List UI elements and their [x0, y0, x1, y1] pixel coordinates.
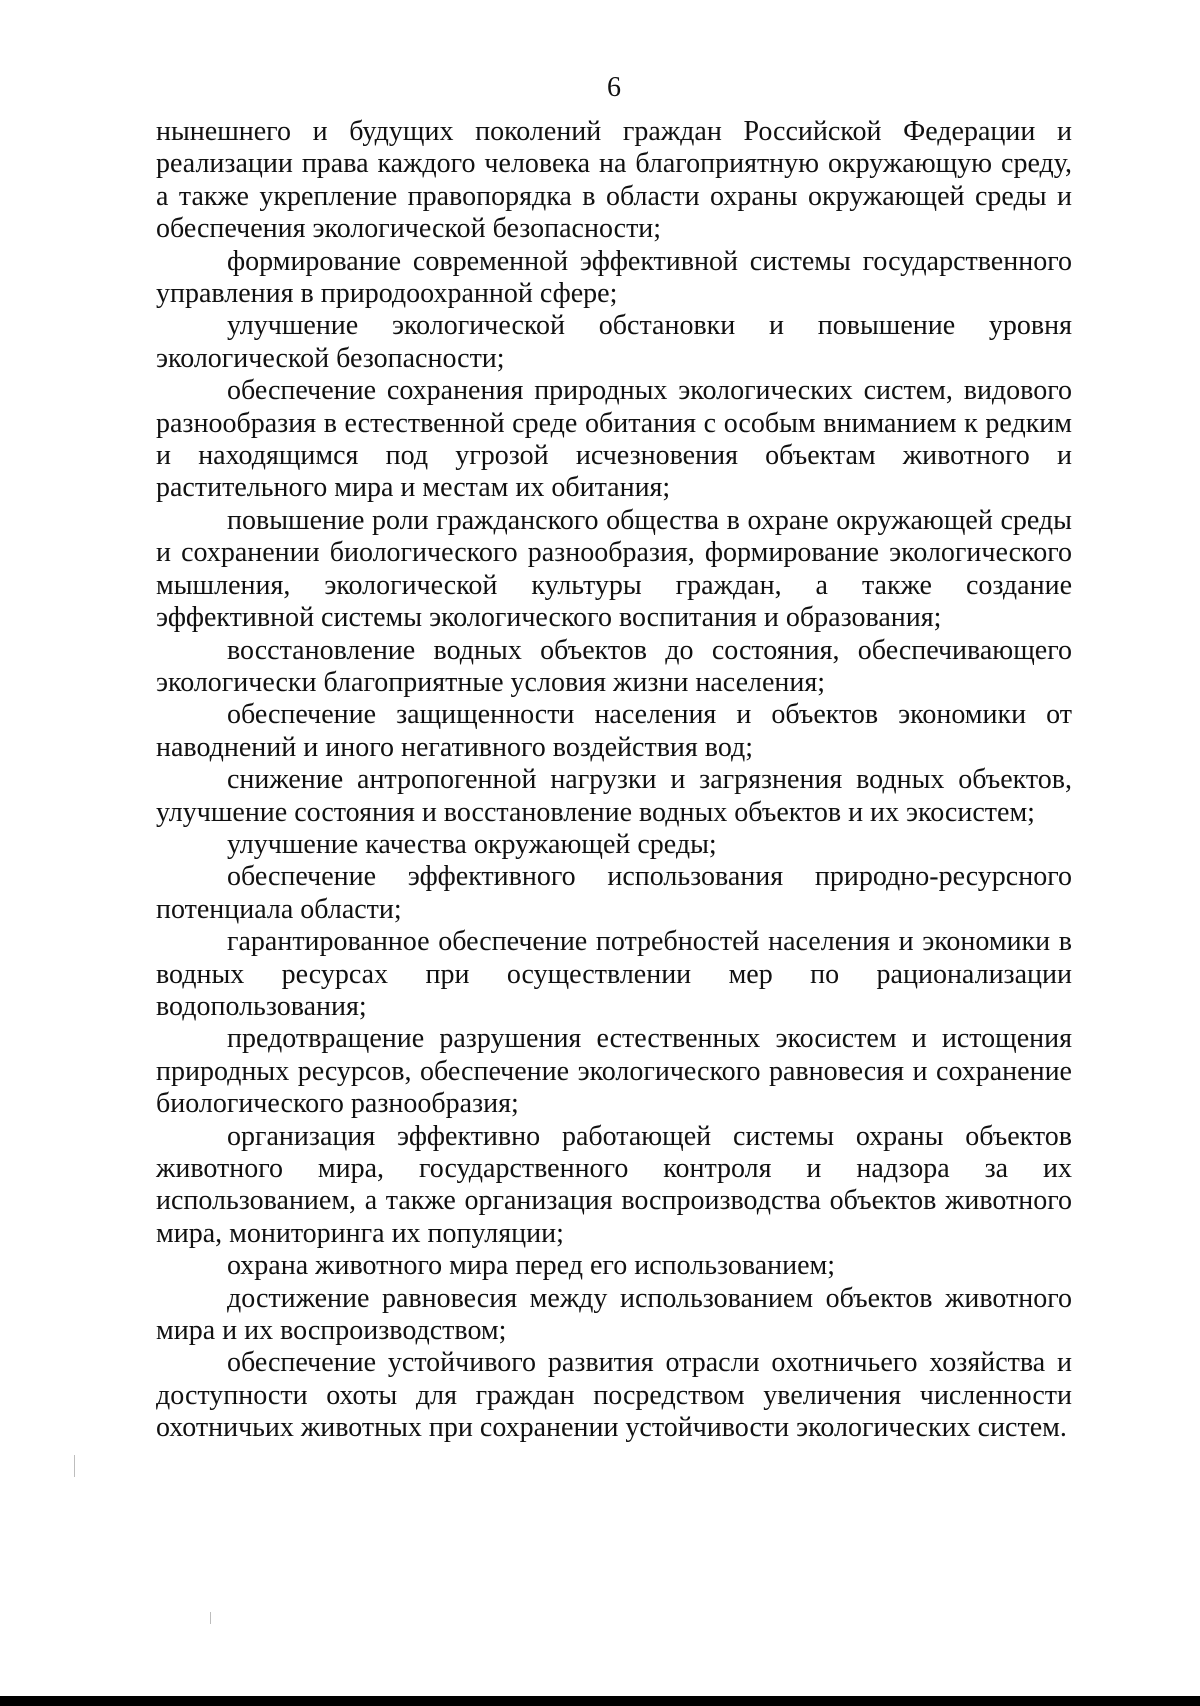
- paragraph: обеспечение устойчивого развития отрасли охотничьего хозяйства и доступности охоты для граждан посредством увеличения численности охотничьих животных при сохранении устойчивости экологических систем.: [156, 1347, 1072, 1444]
- paragraph: достижение равновесия между использованием объектов животного мира и их воспроизводством;: [156, 1282, 1072, 1347]
- paragraph: охрана животного мира перед его использованием;: [227, 1250, 836, 1282]
- paragraph: снижение антропогенной нагрузки и загрязнения водных объектов, улучшение состояния и восстановление водных объектов и их экосистем;: [156, 764, 1072, 828]
- paragraph: улучшение экологической обстановки и повышение уровня экологической безопасности;: [156, 310, 1072, 374]
- scan-artifact: [74, 1455, 75, 1477]
- paragraph: восстановление водных объектов до состояния, обеспечивающего экологически благоприятные условия жизни населения;: [156, 634, 1072, 698]
- paragraph: гарантированное обеспечение потребностей населения и экономики в водных ресурсах при осуществлении мер по рационализации водопользования;: [156, 926, 1072, 1022]
- paragraph: формирование современной эффективной системы государственного управления в природоохранной сфере;: [156, 245, 1072, 310]
- paragraph: организация эффективно работающей системы охраны объектов животного мира, государственного контроля и надзора за их использованием, а также организация воспроизводства объектов животного мира, мониторинга их популяции;: [156, 1120, 1072, 1249]
- page-number: 6: [607, 72, 621, 103]
- scan-artifact: [210, 1612, 211, 1624]
- paragraph: обеспечение сохранения природных экологических систем, видового разнообразия в естественной среде обитания с особым вниманием к редким и находящимся под угрозой исчезновения объектам животного и растительного мира и местам их обитания;: [156, 375, 1072, 504]
- paragraph: улучшение качества окружающей среды;: [227, 828, 717, 860]
- paragraph-continuation: нынешнего и будущих поколений граждан Российской Федерации и реализации права каждого человека на благоприятную окружающую среду, а также укрепление правопорядка в области охраны окружающей среды и обеспечения экологической безопасности;: [156, 116, 1072, 245]
- scan-bottom-edge: [0, 1696, 1200, 1706]
- paragraph: повышение роли гражданского общества в охране окружающей среды и сохранении биологического разнообразия, формирование экологического мышления, экологической культуры граждан, а также создание эффективной системы экологического воспитания и образования;: [156, 504, 1072, 634]
- document-body: [156, 116, 1072, 1445]
- paragraph: обеспечение защищенности населения и объектов экономики от наводнений и иного негативного воздействия вод;: [156, 699, 1072, 763]
- paragraph: предотвращение разрушения естественных экосистем и истощения природных ресурсов, обеспечение экологического равновесия и сохранение биологического разнообразия;: [156, 1023, 1072, 1120]
- paragraph: обеспечение эффективного использования природно-ресурсного потенциала области;: [156, 861, 1072, 925]
